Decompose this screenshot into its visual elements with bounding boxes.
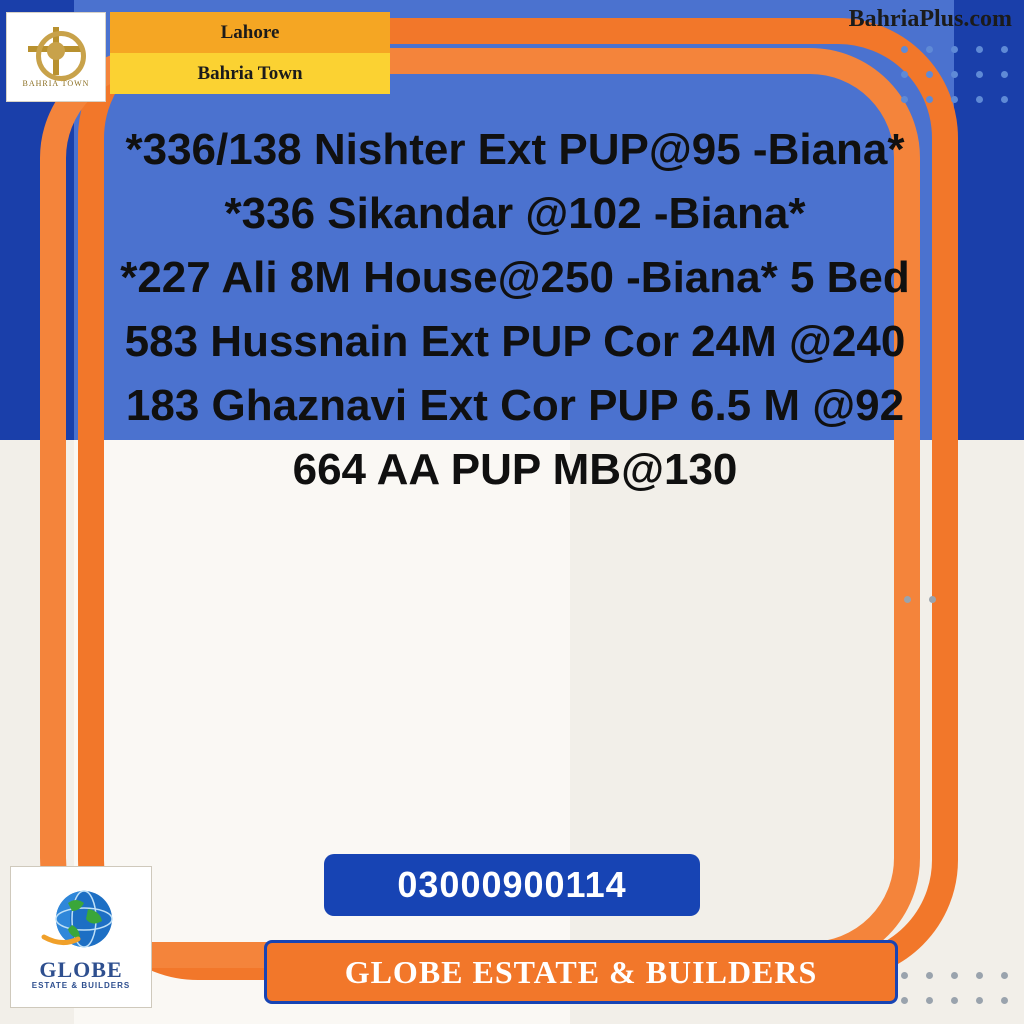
globe-logo-subtitle: ESTATE & BUILDERS [31, 980, 131, 990]
site-name: BahriaPlus.com [848, 6, 1012, 32]
dot-grid-mid-right [904, 596, 936, 603]
ribbon-society-label: Bahria Town [110, 53, 390, 94]
bahria-town-emblem-icon [28, 27, 84, 77]
location-ribbon [110, 12, 390, 94]
phone-number-text: 03000900114 [397, 864, 627, 905]
company-name-bar [264, 940, 898, 1004]
phone-number-badge[interactable] [324, 854, 700, 916]
dot-grid-bottom-right [901, 972, 1008, 1004]
listing-line: 664 AA PUP MB@130 [292, 445, 738, 494]
globe-estate-logo-card [10, 866, 152, 1008]
listing-text-block [90, 118, 940, 502]
listing-line: *336/138 Nishter Ext PUP@95 -Biana* [125, 125, 905, 174]
listing-line: 183 Ghaznavi Ext Cor PUP 6.5 M @92 [125, 381, 905, 430]
ribbon-city-label: Lahore [110, 12, 390, 53]
company-name-text: GLOBE ESTATE & BUILDERS [344, 953, 818, 990]
bahria-town-logo-card [6, 12, 106, 102]
bahria-town-logo-label: BAHRIA TOWN [22, 78, 90, 88]
listing-line: *336 Sikandar @102 -Biana* [224, 189, 806, 238]
listing-line: *227 Ali 8M House@250 -Biana* 5 Bed [120, 253, 910, 302]
dot-grid-top-right [901, 46, 1008, 103]
globe-logo-word: GLOBE [39, 956, 123, 982]
listing-line: 583 Hussnain Ext PUP Cor 24M @240 [124, 317, 906, 366]
globe-icon [38, 885, 124, 957]
